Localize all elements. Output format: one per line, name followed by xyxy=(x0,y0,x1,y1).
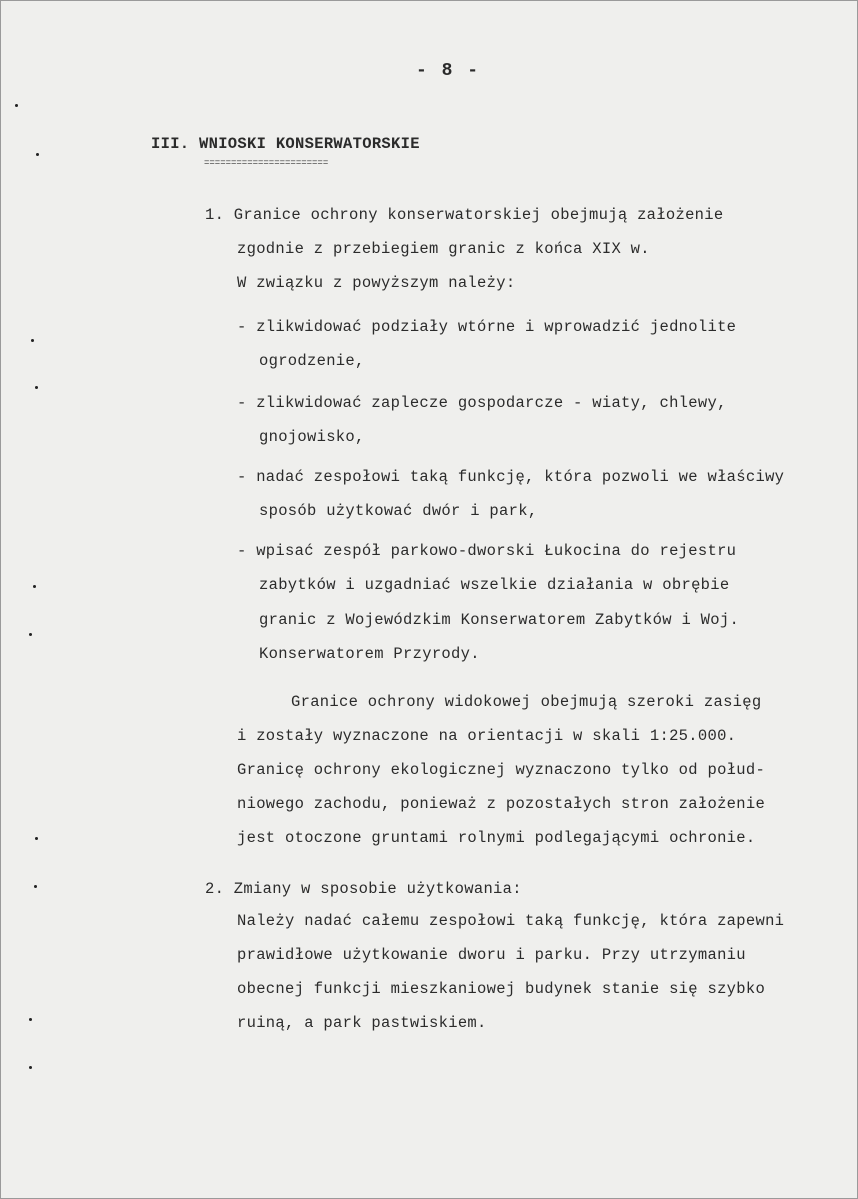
paragraph-line: Granicę ochrony ekologicznej wyznaczono tylko od połud- xyxy=(237,761,766,779)
bullet-line: Konserwatorem Przyrody. xyxy=(259,645,480,663)
margin-speck xyxy=(29,1066,32,1069)
item1-line: zgodnie z przebiegiem granic z końca XIX w. xyxy=(237,240,650,258)
margin-speck xyxy=(35,837,38,840)
section-heading-underline: ======================= xyxy=(204,158,329,168)
section-heading: III. WNIOSKI KONSERWATORSKIE xyxy=(151,135,420,153)
bullet-line: - zlikwidować zaplecze gospodarcze - wiaty, chlewy, xyxy=(237,394,727,412)
margin-speck xyxy=(29,1018,32,1021)
margin-speck xyxy=(31,339,34,342)
item1-line: W związku z powyższym należy: xyxy=(237,274,516,292)
bullet-line: gnojowisko, xyxy=(259,428,365,446)
margin-speck xyxy=(36,153,39,156)
bullet-line: - wpisać zespół parkowo-dworski Łukocina do rejestru xyxy=(237,542,737,560)
item2-line: 2. Zmiany w sposobie użytkowania: xyxy=(205,880,522,898)
page-number: - 8 - xyxy=(416,61,481,81)
margin-speck xyxy=(34,885,37,888)
bullet-line: - nadać zespołowi taką funkcję, która pozwoli we właściwy xyxy=(237,468,785,486)
paragraph-line: niowego zachodu, ponieważ z pozostałych stron założenie xyxy=(237,795,766,813)
margin-speck xyxy=(33,585,36,588)
paragraph-line: i zostały wyznaczone na orientacji w skali 1:25.000. xyxy=(237,727,737,745)
item2-line: ruiną, a park pastwiskiem. xyxy=(237,1014,487,1032)
margin-speck xyxy=(35,386,38,389)
bullet-line: granic z Wojewódzkim Konserwatorem Zabytków i Woj. xyxy=(259,611,740,629)
bullet-line: sposób użytkować dwór i park, xyxy=(259,502,538,520)
item2-line: prawidłowe użytkowanie dworu i parku. Przy utrzymaniu xyxy=(237,946,746,964)
bullet-line: ogrodzenie, xyxy=(259,352,365,370)
item2-line: Należy nadać całemu zespołowi taką funkcję, która zapewni xyxy=(237,912,785,930)
paragraph-line: Granice ochrony widokowej obejmują szeroki zasięg xyxy=(291,693,762,711)
item2-line: obecnej funkcji mieszkaniowej budynek stanie się szybko xyxy=(237,980,766,998)
paragraph-line: jest otoczone gruntami rolnymi podlegającymi ochronie. xyxy=(237,829,756,847)
bullet-line: zabytków i uzgadniać wszelkie działania w obrębie xyxy=(259,576,730,594)
item1-line: 1. Granice ochrony konserwatorskiej obejmują założenie xyxy=(205,206,724,224)
margin-speck xyxy=(29,633,32,636)
margin-speck xyxy=(15,104,18,107)
bullet-line: - zlikwidować podziały wtórne i wprowadzić jednolite xyxy=(237,318,737,336)
